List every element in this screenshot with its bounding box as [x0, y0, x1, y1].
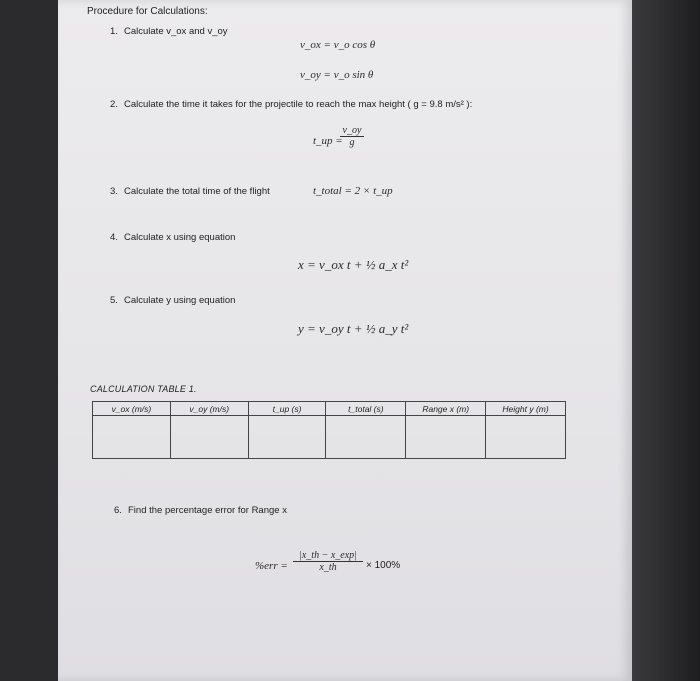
header-height: Height y (m) [486, 402, 566, 416]
step-1-number: 1. [110, 26, 118, 37]
table-caption: CALCULATION TABLE 1. [90, 384, 197, 394]
step-2-number: 2. [110, 99, 118, 110]
cell-ttotal[interactable] [326, 416, 406, 459]
background-edge [632, 0, 700, 681]
equation-voy: v_oy = v_o sin θ [300, 69, 374, 81]
tup-denominator: g [349, 137, 355, 148]
equation-err-lhs: %err = [255, 560, 288, 572]
cell-height[interactable] [486, 416, 566, 459]
header-voy: v_oy (m/s) [170, 402, 248, 416]
header-range: Range x (m) [406, 402, 486, 416]
step-4-number: 4. [110, 232, 118, 243]
step-6-text: Find the percentage error for Range x [128, 505, 287, 516]
step-5-number: 5. [110, 295, 118, 306]
equation-x: x = v_ox t + ½ a_x t² [298, 257, 409, 272]
step-5-text: Calculate y using equation [124, 295, 236, 306]
equation-err-fraction [293, 550, 363, 573]
equation-err-rhs: × 100% [366, 560, 401, 571]
calculation-table [92, 401, 566, 459]
equation-tup-fraction [340, 125, 364, 148]
err-numerator: |x_th − x_exp| [293, 550, 363, 562]
procedure-heading: Procedure for Calculations: [87, 6, 208, 17]
step-2-text: Calculate the time it takes for the projectile to reach the max height ( g = 9.8 m/s² ): [124, 99, 473, 110]
header-vox: v_ox (m/s) [93, 402, 171, 416]
step-4-text: Calculate x using equation [124, 232, 236, 243]
equation-ttotal: t_total = 2 × t_up [313, 185, 393, 197]
cell-vox[interactable] [93, 416, 171, 459]
cell-tup[interactable] [248, 416, 326, 459]
cell-range[interactable] [406, 416, 486, 459]
step-6-number: 6. [114, 505, 122, 516]
err-denominator: x_th [319, 562, 337, 573]
step-3-text: Calculate the total time of the flight [124, 186, 270, 197]
header-tup: t_up (s) [248, 402, 326, 416]
tup-numerator: v_oy [340, 125, 364, 137]
step-3-number: 3. [110, 186, 118, 197]
equation-vox: v_ox = v_o cos θ [300, 39, 376, 51]
equation-tup-lhs: t_up = [313, 135, 343, 147]
header-ttotal: t_total (s) [326, 402, 406, 416]
table-header-row [93, 402, 566, 416]
table-row [93, 416, 566, 459]
equation-y: y = v_oy t + ½ a_y t² [298, 321, 409, 336]
cell-voy[interactable] [170, 416, 248, 459]
step-1-text: Calculate v_ox and v_oy [124, 26, 228, 37]
